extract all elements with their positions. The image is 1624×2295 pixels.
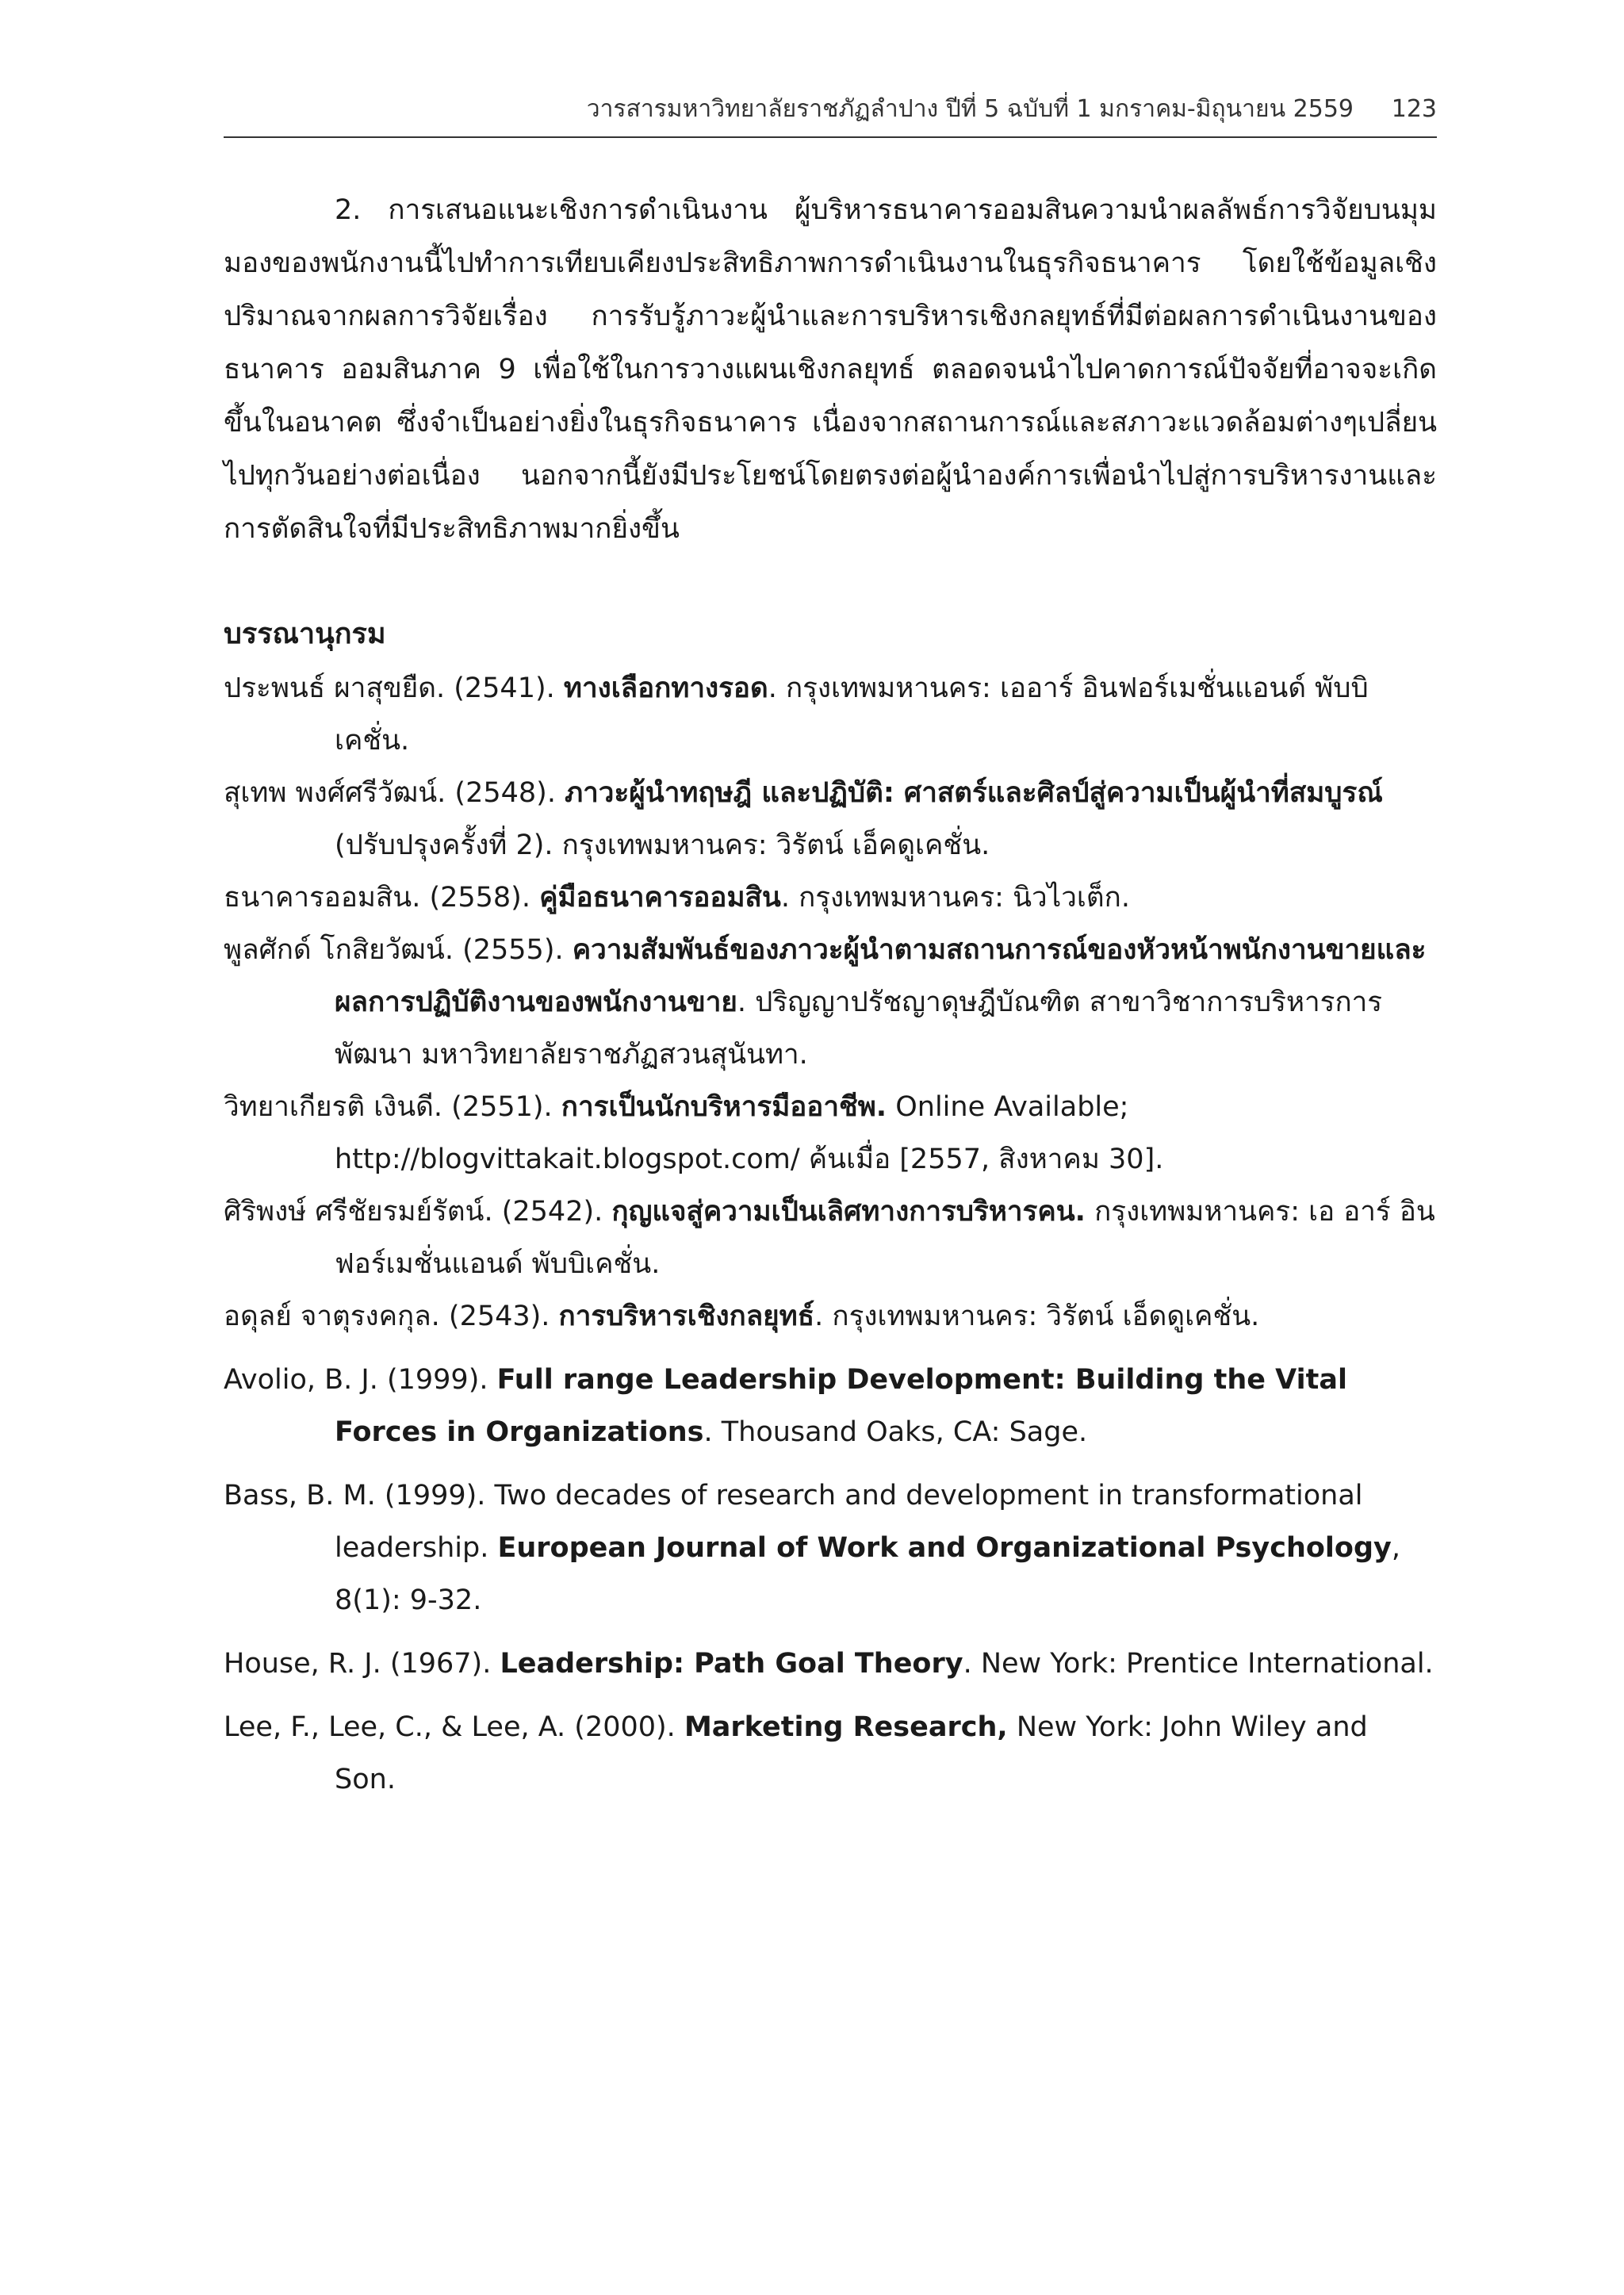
reference-entry [224, 1701, 1437, 1806]
reference-list [224, 662, 1437, 1806]
reference-entry [224, 872, 1437, 924]
reference-publisher: . กรุงเทพมหานคร: นิวไวเต็ก. [780, 882, 1130, 914]
reference-publisher: Online Available; http://blogvittakait.blogspot.com/ ค้นเมื่อ [2557, สิงหาคม 30]. [335, 1091, 1164, 1175]
reference-publisher: . Thousand Oaks, CA: Sage. [703, 1416, 1088, 1448]
reference-title: คู่มือธนาคารออมสิน [539, 882, 781, 914]
reference-author-year: Avolio, B. J. (1999). [224, 1364, 497, 1396]
reference-entry [224, 1290, 1437, 1343]
journal-title: วารสารมหาวิทยาลัยราชภัฏลำปาง ปีที่ 5 ฉบับที่ 1 มกราคม-มิถุนายน 2559 [586, 95, 1354, 123]
reference-entry [224, 767, 1437, 872]
reference-title: ความสัมพันธ์ของภาวะผู้นำตามสถานการณ์ของหัวหน้าพนักงานขายและผลการปฏิบัติงานของพนักงานขาย [335, 934, 1427, 1018]
reference-author-year: Bass, B. M. (1999). Two decades of research and development in transformational leadership. [224, 1480, 1363, 1564]
reference-title: การบริหารเชิงกลยุทธ์ [558, 1301, 815, 1332]
reference-author-year: House, R. J. (1967). [224, 1648, 500, 1680]
reference-entry [224, 924, 1437, 1081]
reference-title: Full range Leadership Development: Building the Vital Forces in Organizations [335, 1364, 1347, 1448]
reference-author-year: ประพนธ์ ผาสุขยืด. (2541). [224, 672, 564, 704]
reference-entry [224, 1469, 1437, 1626]
page-number: 123 [1391, 95, 1437, 123]
reference-publisher: . ปริญญาปรัชญาดุษฎีบัณฑิต สาขาวิชาการบริหารการพัฒนา มหาวิทยาลัยราชภัฏสวนสุนันทา. [335, 987, 1383, 1071]
reference-title: การเป็นนักบริหารมืออาชีพ. [561, 1091, 887, 1123]
reference-author-year: วิทยาเกียรติ เงินดี. (2551). [224, 1091, 561, 1123]
reference-entry [224, 1638, 1437, 1690]
running-header [224, 89, 1437, 138]
reference-author-year: อดุลย์ จาตุรงคกุล. (2543). [224, 1301, 559, 1332]
reference-entry [224, 1354, 1437, 1458]
reference-publisher: . กรุงเทพมหานคร: วิรัตน์ เอ็ดดูเคชั่น. [814, 1301, 1260, 1332]
bibliography-heading: บรรณานุกรม [224, 618, 386, 650]
reference-publisher: . New York: Prentice International. [963, 1648, 1434, 1680]
reference-entry [224, 1081, 1437, 1186]
reference-title: Leadership: Path Goal Theory [500, 1648, 963, 1680]
recommendation-paragraph: 2. การเสนอแนะเชิงการดำเนินงาน ผู้บริหารธนาคารออมสินความนำผลลัพธ์การวิจัยบนมุมมองของพนักงานนี้ไปทำการเทียบเคียงประสิทธิภาพการดำเนินงานในธุรกิจธนาคาร โดยใช้ข้อมูลเชิงปริมาณจากผลการวิจัยเรื่อง การรับรู้ภาวะผู้นำและการบริหารเชิงกลยุทธ์ที่มีต่อผลการดำเนินงานของธนาคาร ออมสินภาค 9 เพื่อใช้ในการวางแผนเชิงกลยุทธ์ ตลอดจนนำไปคาดการณ์ปัจจัยที่อาจจะเกิดขึ้นในอนาคต ซึ่งจำเป็นอย่างยิ่งในธุรกิจธนาคาร เนื่องจากสถานการณ์และสภาวะแวดล้อมต่างๆเปลี่ยนไปทุกวันอย่างต่อเนื่อง นอกจากนี้ยังมีประโยชน์โดยตรงต่อผู้นำองค์การเพื่อนำไปสู่การบริหารงานและการตัดสินใจที่มีประสิทธิภาพมากยิ่งขึ้น [224, 194, 1437, 545]
reference-author-year: ธนาคารออมสิน. (2558). [224, 882, 540, 914]
reference-publisher: . กรุงเทพมหานคร: เออาร์ อินฟอร์เมชั่นแอนด์ พับบิเคชั่น. [335, 672, 1369, 757]
reference-author-year: พูลศักด์ โกสิยวัฒน์. (2555). [224, 934, 573, 966]
reference-author-year: Lee, F., Lee, C., & Lee, A. (2000). [224, 1711, 684, 1743]
reference-title: Marketing Research, [684, 1711, 1008, 1743]
reference-publisher: , 8(1): 9-32. [335, 1532, 1400, 1616]
reference-title: กุญแจสู่ความเป็นเลิศทางการบริหารคน. [611, 1196, 1086, 1228]
reference-author-year: ศิริพงษ์ ศรีชัยรมย์รัตน์. (2542). [224, 1196, 612, 1228]
reference-title: European Journal of Work and Organizational Psychology [497, 1532, 1392, 1564]
reference-publisher: New York: John Wiley and Son. [335, 1711, 1368, 1795]
reference-entry [224, 1186, 1437, 1290]
reference-title: ทางเลือกทางรอด [563, 672, 768, 704]
reference-entry [224, 662, 1437, 767]
reference-title: ภาวะผู้นำทฤษฎี และปฏิบัติ: ศาสตร์และศิลป์สู่ความเป็นผู้นำที่สมบูรณ์ [565, 777, 1383, 809]
reference-author-year: สุเทพ พงศ์ศรีวัฒน์. (2548). [224, 777, 565, 809]
reference-publisher: กรุงเทพมหานคร: เอ อาร์ อินฟอร์เมชั่นแอนด์ พับบิเคชั่น. [335, 1196, 1435, 1280]
reference-publisher: (ปรับปรุงครั้งที่ 2). กรุงเทพมหานคร: วิรัตน์ เอ็คดูเคชั่น. [335, 829, 990, 861]
